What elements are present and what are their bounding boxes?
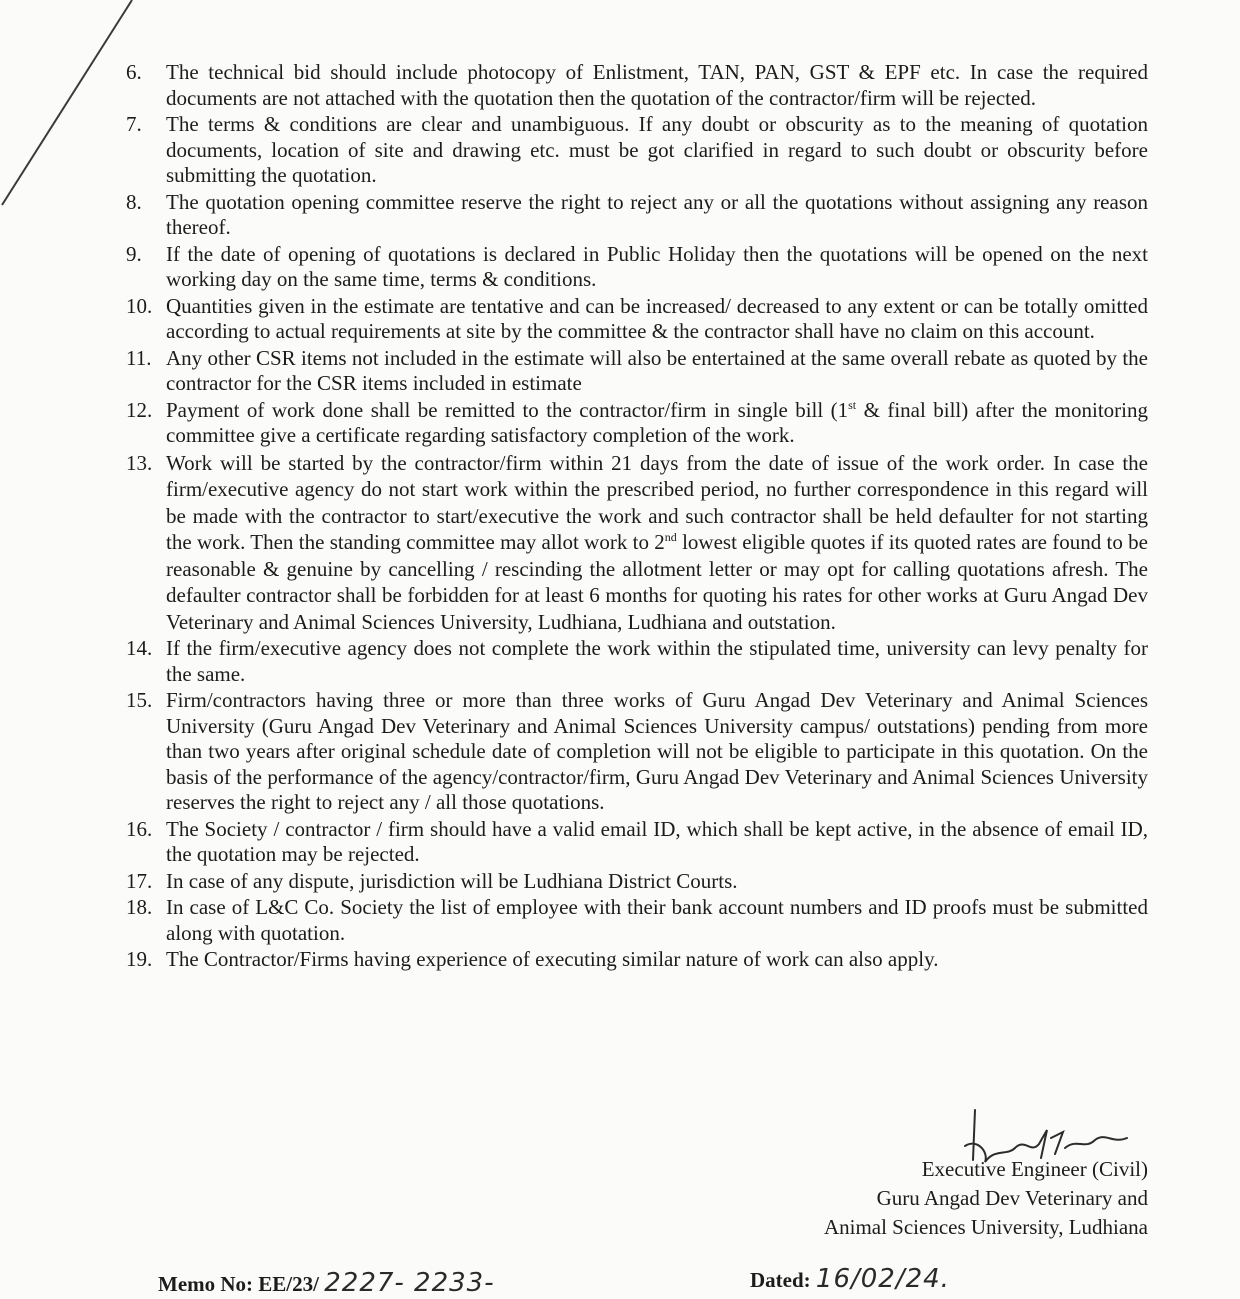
handwritten-memo-number: 2227- 2233- bbox=[324, 1268, 495, 1298]
term-text: In case of any dispute, jurisdiction will be Ludhiana District Courts. bbox=[166, 868, 738, 893]
memo-number bbox=[158, 1268, 495, 1298]
list-item bbox=[126, 294, 1148, 345]
term-text-part: Work will be started by the contractor/firm within 21 days from the date of issue of the work order. In case the firm/executive agency do not start work within the prescribed period, no further correspondence in this regard will be made with the contractor to start/executive the work and such contractor shall be held defaulter for not starting the work. Then the standing committee may allot work to 2 bbox=[166, 450, 1148, 554]
signatory-title: Executive Engineer (Civil) bbox=[921, 1157, 1148, 1181]
list-item bbox=[126, 190, 1148, 241]
signatory-org-line: Animal Sciences University, Ludhiana bbox=[823, 1215, 1148, 1239]
term-number: 12. bbox=[126, 397, 153, 422]
term-number: 18. bbox=[126, 895, 153, 919]
term-text: Quantities given in the estimate are tentative and can be increased/ decreased to any extent or can be totally omitted according to actual requirements at site by the committee & the contractor shall have no claim on this account. bbox=[166, 293, 1148, 343]
term-number: 17. bbox=[126, 868, 153, 893]
ordinal-suffix: nd bbox=[664, 530, 677, 544]
list-item bbox=[126, 398, 1148, 449]
terms-list bbox=[126, 60, 1148, 974]
list-item bbox=[126, 450, 1148, 636]
term-text: The Society / contractor / firm should have a valid email ID, which shall be kept active, in the absence of email ID, the quotation may be rejected. bbox=[166, 816, 1148, 866]
term-text-part: lowest eligible quotes if its quoted rates are found to be reasonable & genuine by cancelling / rescinding the allotment letter or may opt for calling quotations afresh. The defaulter contractor shall be forbidden for at least 6 months for quoting his rates for other works at Guru Angad Dev Veterinary and Animal Sciences University, Ludhiana, Ludhiana and outstation. bbox=[166, 530, 1148, 634]
dated-field bbox=[750, 1264, 950, 1294]
signature-block bbox=[824, 1155, 1148, 1242]
signatory-org-line: Guru Angad Dev Veterinary and bbox=[876, 1186, 1148, 1210]
ordinal-suffix: st bbox=[848, 397, 857, 412]
list-item bbox=[126, 346, 1148, 397]
memo-label: Memo No: EE/23/ bbox=[158, 1272, 319, 1296]
list-item bbox=[126, 947, 1148, 973]
list-item bbox=[126, 636, 1148, 687]
term-number: 16. bbox=[126, 816, 153, 841]
term-number: 6. bbox=[126, 60, 142, 84]
term-text: If the firm/executive agency does not complete the work within the stipulated time, university can levy penalty for the same. bbox=[166, 636, 1148, 686]
term-number: 7. bbox=[126, 112, 142, 136]
list-item bbox=[126, 895, 1148, 946]
list-item bbox=[126, 869, 1148, 895]
term-number: 9. bbox=[126, 241, 142, 266]
term-number: 14. bbox=[126, 636, 153, 660]
term-text-part: Payment of work done shall be remitted to the contractor/firm in single bill (1 bbox=[166, 397, 849, 422]
dated-label: Dated: bbox=[750, 1268, 811, 1292]
term-text: The quotation opening committee reserve the right to reject any or all the quotations without assigning any reason thereof. bbox=[166, 189, 1148, 239]
list-item bbox=[126, 242, 1148, 293]
term-text bbox=[166, 398, 1148, 449]
scan-edge-line bbox=[0, 0, 140, 220]
term-text: The technical bid should include photocopy of Enlistment, TAN, PAN, GST & EPF etc. In case the required documents are not attached with the quotation then the quotation of the contractor/firm will be rejected. bbox=[166, 60, 1148, 110]
term-text: The Contractor/Firms having experience of executing similar nature of work can also apply. bbox=[166, 947, 939, 971]
term-number: 11. bbox=[126, 345, 152, 370]
term-number: 8. bbox=[126, 189, 142, 214]
term-number: 19. bbox=[126, 947, 153, 971]
term-number: 13. bbox=[126, 450, 153, 475]
term-text: Firm/contractors having three or more than three works of Guru Angad Dev Veterinary and Animal Sciences University (Guru Angad Dev Veterinary and Animal Sciences University campus/ outstations) pending from more than two years after original schedule date of completion will not be eligible to participate in this quotation. On the basis of the performance of the agency/contractor/firm, Guru Angad Dev Veterinary and Animal Sciences University reserves the right to reject any / all those quotations. bbox=[166, 688, 1148, 814]
list-item bbox=[126, 688, 1148, 816]
term-text: If the date of opening of quotations is declared in Public Holiday then the quotations will be opened on the next working day on the same time, terms & conditions. bbox=[166, 241, 1148, 291]
list-item bbox=[126, 817, 1148, 868]
term-text-part: & final bill) after the monitoring committee give a certificate regarding satisfactory completion of the work. bbox=[166, 397, 1148, 447]
term-text bbox=[166, 450, 1148, 636]
list-item bbox=[126, 112, 1148, 189]
term-text: The terms & conditions are clear and unambiguous. If any doubt or obscurity as to the meaning of quotation documents, location of site and drawing etc. must be got clarified in regard to such doubt or obscurity before submitting the quotation. bbox=[166, 112, 1148, 187]
term-text: Any other CSR items not included in the estimate will also be entertained at the same overall rebate as quoted by the contractor for the CSR items included in estimate bbox=[166, 345, 1148, 395]
list-item bbox=[126, 60, 1148, 111]
term-number: 10. bbox=[126, 293, 153, 318]
term-text: In case of L&C Co. Society the list of employee with their bank account numbers and ID proofs must be submitted along with quotation. bbox=[166, 895, 1148, 945]
term-number: 15. bbox=[126, 688, 153, 712]
handwritten-date: 16/02/24. bbox=[815, 1264, 950, 1294]
